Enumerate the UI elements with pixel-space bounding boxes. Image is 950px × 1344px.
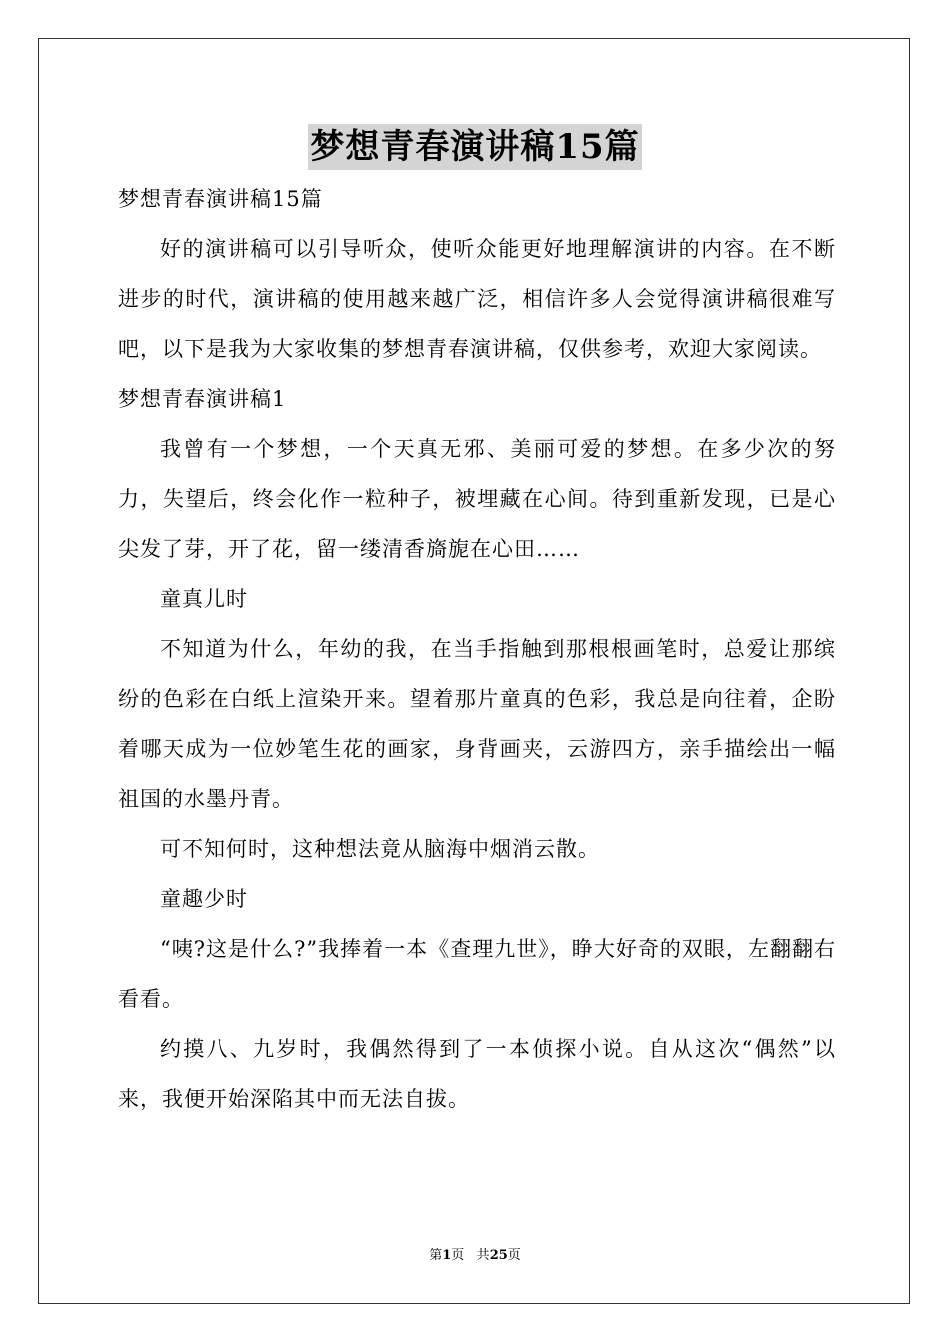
paragraph: 好的演讲稿可以引导听众，使听众能更好地理解演讲的内容。在不断进步的时代，演讲稿的使用越来越广泛，相信许多人会觉得演讲稿很难写吧，以下是我为大家收集的梦想青春演讲稿，仅供参考，欢迎大家阅读。 — [118, 237, 836, 361]
paragraph: 童趣少时 — [160, 887, 248, 911]
total-prefix: 共 — [476, 1248, 490, 1263]
total-suffix: 页 — [507, 1248, 521, 1263]
page-number: 1 — [442, 1248, 452, 1263]
paragraph: “咦?这是什么?”我捧着一本《查理九世》，睁大好奇的双眼，左翻翻右看看。 — [118, 937, 836, 1011]
paragraph: 我曾有一个梦想，一个天真无邪、美丽可爱的梦想。在多少次的努力，失望后，终会化作一粒种子，被埋藏在心间。待到重新发现，已是心尖发了芽，开了花，留一缕清香旖旎在心田…… — [118, 437, 836, 561]
document-body — [118, 174, 836, 1124]
page-suffix: 页 — [451, 1248, 465, 1263]
paragraph: 不知道为什么，年幼的我，在当手指触到那根根画笔时，总爱让那缤纷的色彩在白纸上渲染开来。望着那片童真的色彩，我总是向往着，企盼着哪天成为一位妙笔生花的画家，身背画夹，云游四方，亲手描绘出一幅祖国的水墨丹青。 — [118, 637, 836, 811]
paragraph: 可不知何时，这种想法竟从脑海中烟消云散。 — [160, 837, 600, 861]
paragraph: 约摸八、九岁时，我偶然得到了一本侦探小说。自从这次“偶然”以来，我便开始深陷其中而无法自拔。 — [118, 1037, 836, 1111]
document-title: 梦想青春演讲稿15篇 — [308, 124, 641, 170]
page-footer — [0, 1246, 950, 1266]
paragraph: 梦想青春演讲稿15篇 — [118, 187, 323, 211]
page-prefix: 第 — [429, 1248, 443, 1263]
title-container — [0, 124, 950, 170]
total-pages: 25 — [489, 1248, 508, 1263]
paragraph: 梦想青春演讲稿1 — [118, 387, 287, 411]
paragraph: 童真儿时 — [160, 587, 248, 611]
